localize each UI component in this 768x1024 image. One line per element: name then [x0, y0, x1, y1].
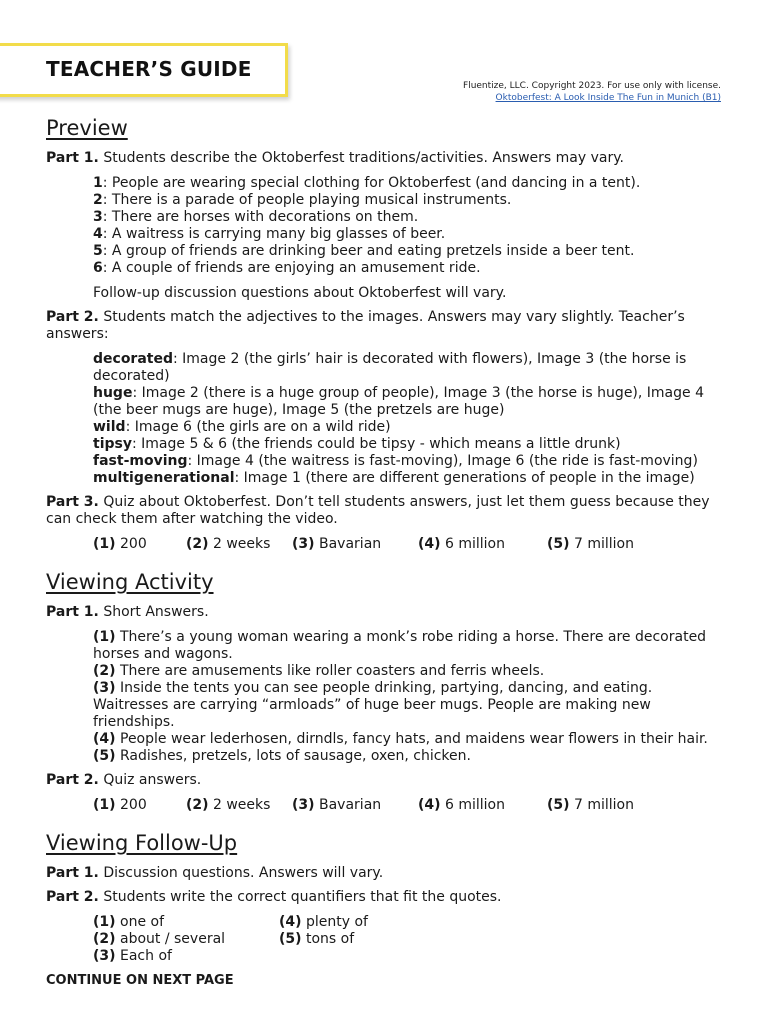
item-text: one of: [120, 914, 164, 930]
guide-content: [46, 113, 726, 989]
viewing-part1-list: [46, 629, 726, 765]
quiz-answer: [93, 536, 186, 553]
followup-part2: [46, 889, 726, 906]
part-text: Discussion questions. Answers will vary.: [103, 865, 384, 881]
list-item: [93, 948, 279, 965]
answer-number: (1): [93, 536, 116, 552]
list-item: [93, 419, 726, 436]
list-item: [93, 680, 726, 731]
quantifier-answers: [46, 914, 726, 965]
list-item: [93, 209, 726, 226]
item-number: (5): [93, 748, 116, 764]
adjective: tipsy: [93, 436, 132, 452]
item-text: about / several: [120, 931, 226, 947]
section-heading-preview: Preview: [46, 116, 128, 140]
item-number: (2): [93, 931, 116, 947]
item-number: 6: [93, 260, 103, 276]
list-item: [93, 629, 726, 663]
answer-text: 7 million: [574, 536, 634, 552]
quiz-answer: [547, 797, 667, 814]
answer-number: (2): [186, 797, 209, 813]
followup-note: Follow-up discussion questions about Oktoberfest will vary.: [93, 285, 507, 301]
answer-number: (4): [418, 536, 441, 552]
part-label: Part 2.: [46, 772, 99, 788]
preview-part3: [46, 494, 726, 528]
answer-number: (5): [547, 536, 570, 552]
list-item: [93, 436, 726, 453]
list-item: [93, 226, 726, 243]
part-text: Students match the adjectives to the images. Answers may vary slightly. Teacher’s answers:: [46, 309, 685, 342]
item-text: : There are horses with decorations on them.: [102, 209, 419, 225]
answer-number: (3): [292, 536, 315, 552]
quiz-answers-row: [46, 797, 726, 814]
part-text: Students describe the Oktoberfest traditions/activities. Answers may vary.: [103, 150, 624, 166]
item-number: 3: [93, 209, 103, 225]
copyright-text: Fluentize, LLC. Copyright 2023. For use only with license.: [463, 81, 721, 91]
quiz-answer: [547, 536, 667, 553]
quiz-answer: [418, 797, 547, 814]
list-item: [93, 192, 726, 209]
item-number: 4: [93, 226, 103, 242]
item-number: 2: [93, 192, 103, 208]
answer-number: (5): [547, 797, 570, 813]
item-text: tons of: [306, 931, 355, 947]
adjective: decorated: [93, 351, 173, 367]
preview-part1-list: [46, 175, 726, 277]
adjective: multigenerational: [93, 470, 235, 486]
item-text: : A waitress is carrying many big glasses of beer.: [102, 226, 446, 242]
answer-text: 200: [120, 797, 147, 813]
answer-text: 6 million: [445, 797, 505, 813]
answer-number: (3): [292, 797, 315, 813]
part-text: Quiz answers.: [103, 772, 202, 788]
list-item: [93, 663, 726, 680]
item-number: 1: [93, 175, 103, 191]
section-heading-viewing-follow-up: Viewing Follow-Up: [46, 831, 238, 855]
section-heading-viewing-activity: Viewing Activity: [46, 570, 214, 594]
quiz-answer: [186, 797, 292, 814]
item-text: : Image 6 (the girls are on a wild ride): [125, 419, 391, 435]
part-text: Quiz about Oktoberfest. Don’t tell students answers, just let them guess because they can check them after watching the video.: [46, 494, 710, 527]
part-label: Part 2.: [46, 889, 99, 905]
part-label: Part 1.: [46, 150, 99, 166]
lesson-link[interactable]: Oktoberfest: A Look Inside The Fun in Munich (B1): [495, 93, 721, 103]
item-number: (5): [279, 931, 302, 947]
followup-part1: [46, 865, 726, 882]
part-label: Part 1.: [46, 865, 99, 881]
item-number: (4): [93, 731, 116, 747]
part-label: Part 2.: [46, 309, 99, 325]
list-item: [93, 731, 726, 748]
list-item: [93, 351, 726, 385]
part-label: Part 1.: [46, 604, 99, 620]
viewing-part1: [46, 604, 726, 621]
list-item: [93, 260, 726, 277]
list-item: [93, 243, 726, 260]
item-text: : A group of friends are drinking beer and eating pretzels inside a beer tent.: [102, 243, 635, 259]
list-item: [93, 748, 726, 765]
adjective: fast-moving: [93, 453, 188, 469]
list-item: [93, 931, 279, 948]
page-title: TEACHER’S GUIDE: [46, 57, 252, 81]
copyright-block: [463, 80, 721, 104]
adjective: huge: [93, 385, 133, 401]
answer-text: 2 weeks: [213, 536, 271, 552]
item-text: : A couple of friends are enjoying an amusement ride.: [102, 260, 481, 276]
quantifier-column-1: [93, 914, 279, 965]
answer-text: 2 weeks: [213, 797, 271, 813]
continue-note: CONTINUE ON NEXT PAGE: [46, 973, 234, 988]
quiz-answer: [93, 797, 186, 814]
item-text: People wear lederhosen, dirndls, fancy hats, and maidens wear flowers in their hair.: [120, 731, 708, 747]
adjective: wild: [93, 419, 126, 435]
quiz-answer: [292, 536, 418, 553]
list-item: [93, 175, 726, 192]
list-item: [279, 914, 479, 931]
item-text: : Image 4 (the waitress is fast-moving), Image 6 (the ride is fast-moving): [187, 453, 698, 469]
preview-part1: [46, 150, 726, 167]
item-text: Radishes, pretzels, lots of sausage, oxen, chicken.: [120, 748, 471, 764]
quiz-answer: [292, 797, 418, 814]
quantifier-column-2: [279, 914, 479, 965]
part-text: Students write the correct quantifiers that fit the quotes.: [103, 889, 502, 905]
item-text: There are amusements like roller coasters and ferris wheels.: [120, 663, 545, 679]
preview-part2-list: [46, 351, 726, 487]
list-item: [279, 931, 479, 948]
item-number: 5: [93, 243, 103, 259]
part-text: Short Answers.: [103, 604, 209, 620]
item-text: : Image 1 (there are different generations of people in the image): [234, 470, 695, 486]
list-item: [93, 453, 726, 470]
item-number: (1): [93, 629, 116, 645]
quiz-answer: [186, 536, 292, 553]
item-text: : People are wearing special clothing for Oktoberfest (and dancing in a tent).: [102, 175, 641, 191]
answer-number: (2): [186, 536, 209, 552]
part-label: Part 3.: [46, 494, 99, 510]
list-item: [93, 385, 726, 419]
viewing-part2: [46, 772, 726, 789]
preview-part2: [46, 309, 726, 343]
list-item: [93, 470, 726, 487]
answer-text: 7 million: [574, 797, 634, 813]
item-number: (4): [279, 914, 302, 930]
answer-text: Bavarian: [319, 797, 382, 813]
quiz-answers-row: [46, 536, 726, 553]
item-number: (3): [93, 680, 116, 696]
item-text: : Image 5 & 6 (the friends could be tipsy - which means a little drunk): [131, 436, 621, 452]
answer-text: 6 million: [445, 536, 505, 552]
answer-text: 200: [120, 536, 147, 552]
item-text: : Image 2 (the girls’ hair is decorated with flowers), Image 3 (the horse is decorated): [93, 351, 687, 384]
item-number: (2): [93, 663, 116, 679]
item-number: (3): [93, 948, 116, 964]
item-text: Each of: [120, 948, 172, 964]
list-item: [93, 914, 279, 931]
item-text: : There is a parade of people playing musical instruments.: [102, 192, 512, 208]
item-text: plenty of: [306, 914, 368, 930]
answer-number: (1): [93, 797, 116, 813]
answer-text: Bavarian: [319, 536, 382, 552]
item-text: Inside the tents you can see people drinking, partying, dancing, and eating. Waitresses are carrying “armloads” of huge beer mugs. People are making new friendships.: [93, 680, 653, 730]
item-text: : Image 2 (there is a huge group of people), Image 3 (the horse is huge), Image 4 (the beer mugs are huge), Image 5 (the pretzels are huge): [93, 385, 704, 418]
answer-number: (4): [418, 797, 441, 813]
item-text: There’s a young woman wearing a monk’s robe riding a horse. There are decorated horses and wagons.: [93, 629, 707, 662]
item-number: (1): [93, 914, 116, 930]
quiz-answer: [418, 536, 547, 553]
